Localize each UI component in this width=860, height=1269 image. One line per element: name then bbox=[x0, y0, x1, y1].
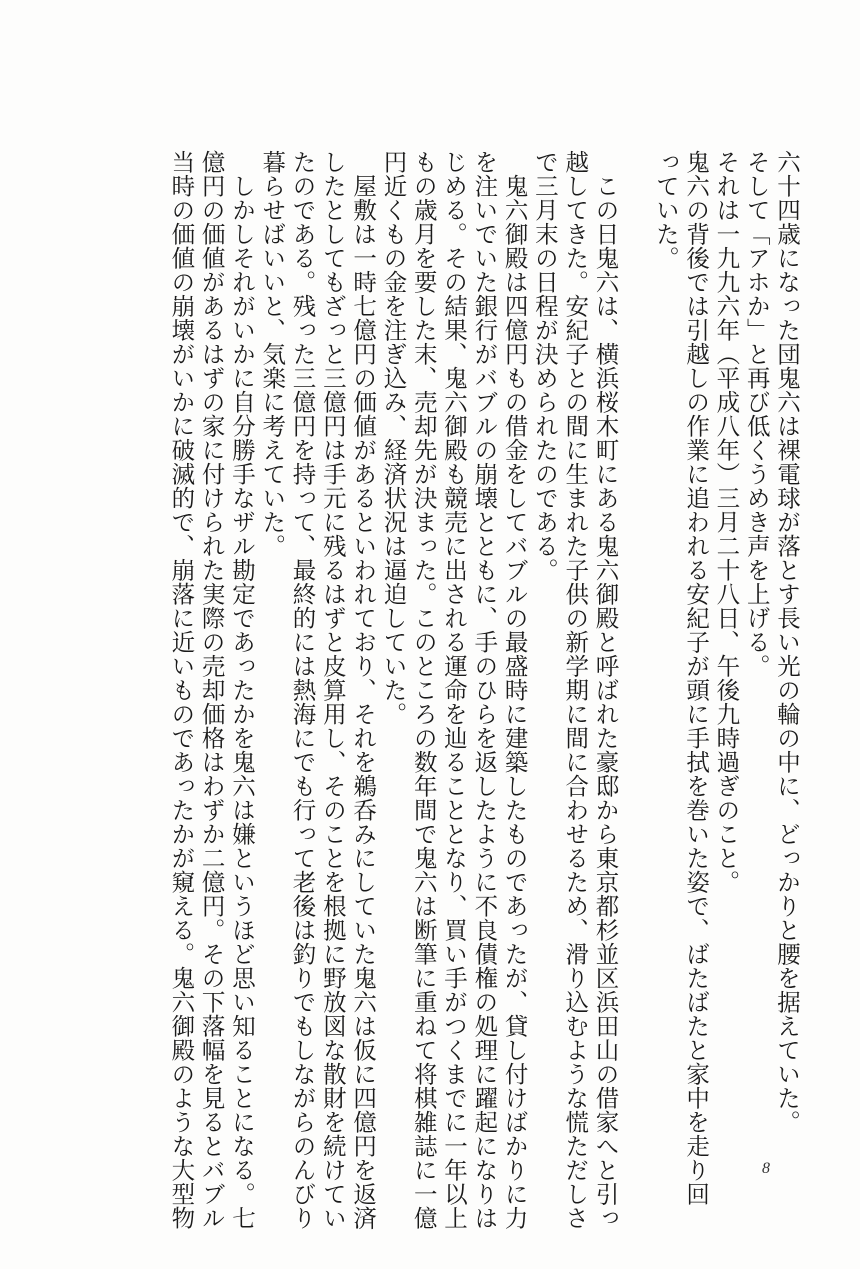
text-line: 当時の価値の崩壊がいかに破滅的で、崩落に近いものであったかが窺える。鬼六御殿のような大型物 bbox=[167, 150, 196, 1230]
text-line: 暮らせばいいと、気楽に考えていた。 bbox=[258, 150, 287, 558]
section-gap bbox=[621, 150, 651, 1050]
text-line: を注いでいた銀行がバブルの崩壊とともに、手のひらを返したように不良債権の処理に躍起になりは bbox=[470, 150, 499, 1230]
text-line: 六十四歳になった団鬼六は裸電球が落とす長い光の輪の中に、どっかりと腰を据えていた。 bbox=[773, 150, 801, 1134]
text-line: それは一九九六年（平成八年）三月二十八日、午後九時過ぎのこと。 bbox=[712, 150, 741, 894]
vertical-text-body bbox=[166, 150, 802, 1230]
text-line: っていた。 bbox=[651, 150, 680, 270]
text-line: 屋敷は一時七億円の価値があるといわれており、それを鵜呑みにしていた鬼六は仮に四億円を返済 bbox=[349, 173, 378, 1230]
text-line: 円近くもの金を注ぎ込み、経済状況は逼迫していた。 bbox=[379, 150, 408, 726]
text-line: 鬼六の背後では引越しの作業に追われる安紀子が頭に手拭を巻いた姿で、ばたばたと家中を走り回 bbox=[682, 150, 711, 1206]
text-line: じめる。その結果、鬼六御殿も競売に出される運命を辿ることとなり、買い手がつくまでに一年以上 bbox=[440, 150, 469, 1230]
page-number: 8 bbox=[762, 1160, 770, 1177]
text-line: たのである。残った三億円を持って、最終的には熱海にでも行って老後は釣りでもしながらのんびり bbox=[288, 150, 317, 1230]
text-line: 鬼六御殿は四億円もの借金をしてバブルの最盛時に建築したものであったが、貸し付けばかりに力 bbox=[500, 173, 529, 1230]
text-line: もの歳月を要した末、売却先が決まった。このところの数年間で鬼六は断筆に重ねて将棋雑誌に一億 bbox=[409, 150, 438, 1230]
text-line: そして「アホか」と再び低くうめき声を上げる。 bbox=[742, 150, 771, 678]
text-line: しかしそれがいかに自分勝手なザル勘定であったかを鬼六は嫌というほど思い知ることになる。七 bbox=[227, 173, 256, 1230]
text-line: したとしてもざっと三億円は手元に残るはずと皮算用し、そのことを根拠に野放図な散財を続けてい bbox=[318, 150, 347, 1230]
text-line: 億円の価値があるはずの家に付けられた実際の売却価格はわずか二億円。その下落幅を見るとバブル bbox=[197, 150, 226, 1230]
text-line: で三月末の日程が決められたのである。 bbox=[530, 150, 559, 582]
text-line: 越してきた。安紀子との間に生まれた子供の新学期に間に合わせるため、滑り込むような慌ただしさ bbox=[561, 150, 590, 1230]
text-line: この日鬼六は、横浜桜木町にある鬼六御殿と呼ばれた豪邸から東京都杉並区浜田山の借家へと引っ bbox=[591, 173, 620, 1230]
